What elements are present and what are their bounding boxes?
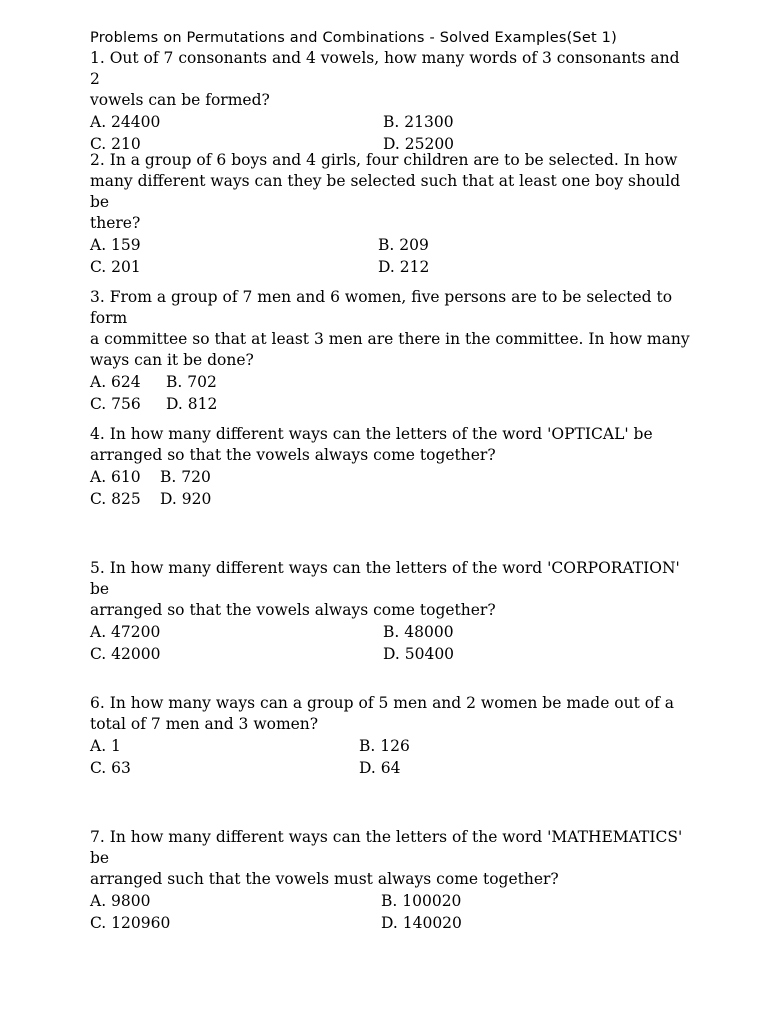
question-text-line: arranged such that the vowels must always come together? bbox=[90, 870, 559, 888]
question-text-line: 5. In how many different ways can the letters of the word 'CORPORATION' be bbox=[90, 559, 680, 598]
option-d: D. 50400 bbox=[383, 645, 455, 663]
option-a: A. 610 bbox=[90, 468, 141, 486]
option-a: A. 1 bbox=[90, 737, 121, 755]
option-c: C. 42000 bbox=[90, 645, 161, 663]
question-4 bbox=[90, 424, 690, 510]
question-text-line: there? bbox=[90, 214, 141, 232]
question-2 bbox=[90, 150, 690, 278]
options-row bbox=[90, 256, 690, 278]
question-text-line: 3. From a group of 7 men and 6 women, five persons are to be selected to form bbox=[90, 288, 673, 327]
option-b: B. 720 bbox=[160, 468, 211, 486]
question-text-line: many different ways can they be selected such that at least one boy should be bbox=[90, 172, 681, 211]
option-c: C. 63 bbox=[90, 759, 131, 777]
option-a: A. 9800 bbox=[90, 892, 151, 910]
question-3 bbox=[90, 287, 690, 415]
option-d: D. 25200 bbox=[383, 135, 455, 153]
option-a: A. 24400 bbox=[90, 113, 161, 131]
question-text-line: 7. In how many different ways can the letters of the word 'MATHEMATICS' be bbox=[90, 828, 683, 867]
question-text-line: a committee so that at least 3 men are there in the committee. In how many bbox=[90, 330, 690, 348]
options-row bbox=[90, 735, 690, 757]
option-a: A. 47200 bbox=[90, 623, 161, 641]
option-c: C. 201 bbox=[90, 258, 141, 276]
question-5 bbox=[90, 558, 690, 665]
question-6 bbox=[90, 693, 690, 779]
options-row bbox=[90, 912, 690, 934]
option-d: D. 920 bbox=[160, 490, 212, 508]
question-text-line: arranged so that the vowels always come together? bbox=[90, 601, 496, 619]
options-row bbox=[90, 621, 690, 643]
option-d: D. 212 bbox=[378, 258, 430, 276]
question-text-line: total of 7 men and 3 women? bbox=[90, 715, 319, 733]
option-d: D. 64 bbox=[359, 759, 401, 777]
options-row bbox=[90, 234, 690, 256]
question-text-line: arranged so that the vowels always come together? bbox=[90, 446, 496, 464]
question-text-line: 6. In how many ways can a group of 5 men and 2 women be made out of a bbox=[90, 694, 674, 712]
question-text-line: 1. Out of 7 consonants and 4 vowels, how many words of 3 consonants and 2 bbox=[90, 49, 680, 88]
option-b: B. 100020 bbox=[381, 892, 462, 910]
question-1 bbox=[90, 48, 690, 155]
question-text-line: vowels can be formed? bbox=[90, 91, 270, 109]
options-row bbox=[90, 371, 690, 393]
options-row bbox=[90, 488, 690, 510]
options-row bbox=[90, 111, 690, 133]
option-b: B. 209 bbox=[378, 236, 429, 254]
question-text-line: 2. In a group of 6 boys and 4 girls, four children are to be selected. In how bbox=[90, 151, 678, 169]
option-a: A. 624 bbox=[90, 373, 141, 391]
document-title: Problems on Permutations and Combinations - Solved Examples(Set 1) bbox=[90, 30, 617, 46]
options-row bbox=[90, 393, 690, 415]
option-b: B. 48000 bbox=[383, 623, 454, 641]
options-row bbox=[90, 890, 690, 912]
option-c: C. 756 bbox=[90, 395, 141, 413]
question-text-line: ways can it be done? bbox=[90, 351, 254, 369]
question-text-line: 4. In how many different ways can the letters of the word 'OPTICAL' be bbox=[90, 425, 653, 443]
options-row bbox=[90, 643, 690, 665]
option-a: A. 159 bbox=[90, 236, 141, 254]
option-b: B. 702 bbox=[166, 373, 217, 391]
option-b: B. 21300 bbox=[383, 113, 454, 131]
option-b: B. 126 bbox=[359, 737, 410, 755]
options-row bbox=[90, 757, 690, 779]
question-7 bbox=[90, 827, 690, 934]
options-row bbox=[90, 466, 690, 488]
option-c: C. 825 bbox=[90, 490, 141, 508]
option-d: D. 140020 bbox=[381, 914, 462, 932]
option-d: D. 812 bbox=[166, 395, 218, 413]
option-c: C. 120960 bbox=[90, 914, 171, 932]
option-c: C. 210 bbox=[90, 135, 141, 153]
